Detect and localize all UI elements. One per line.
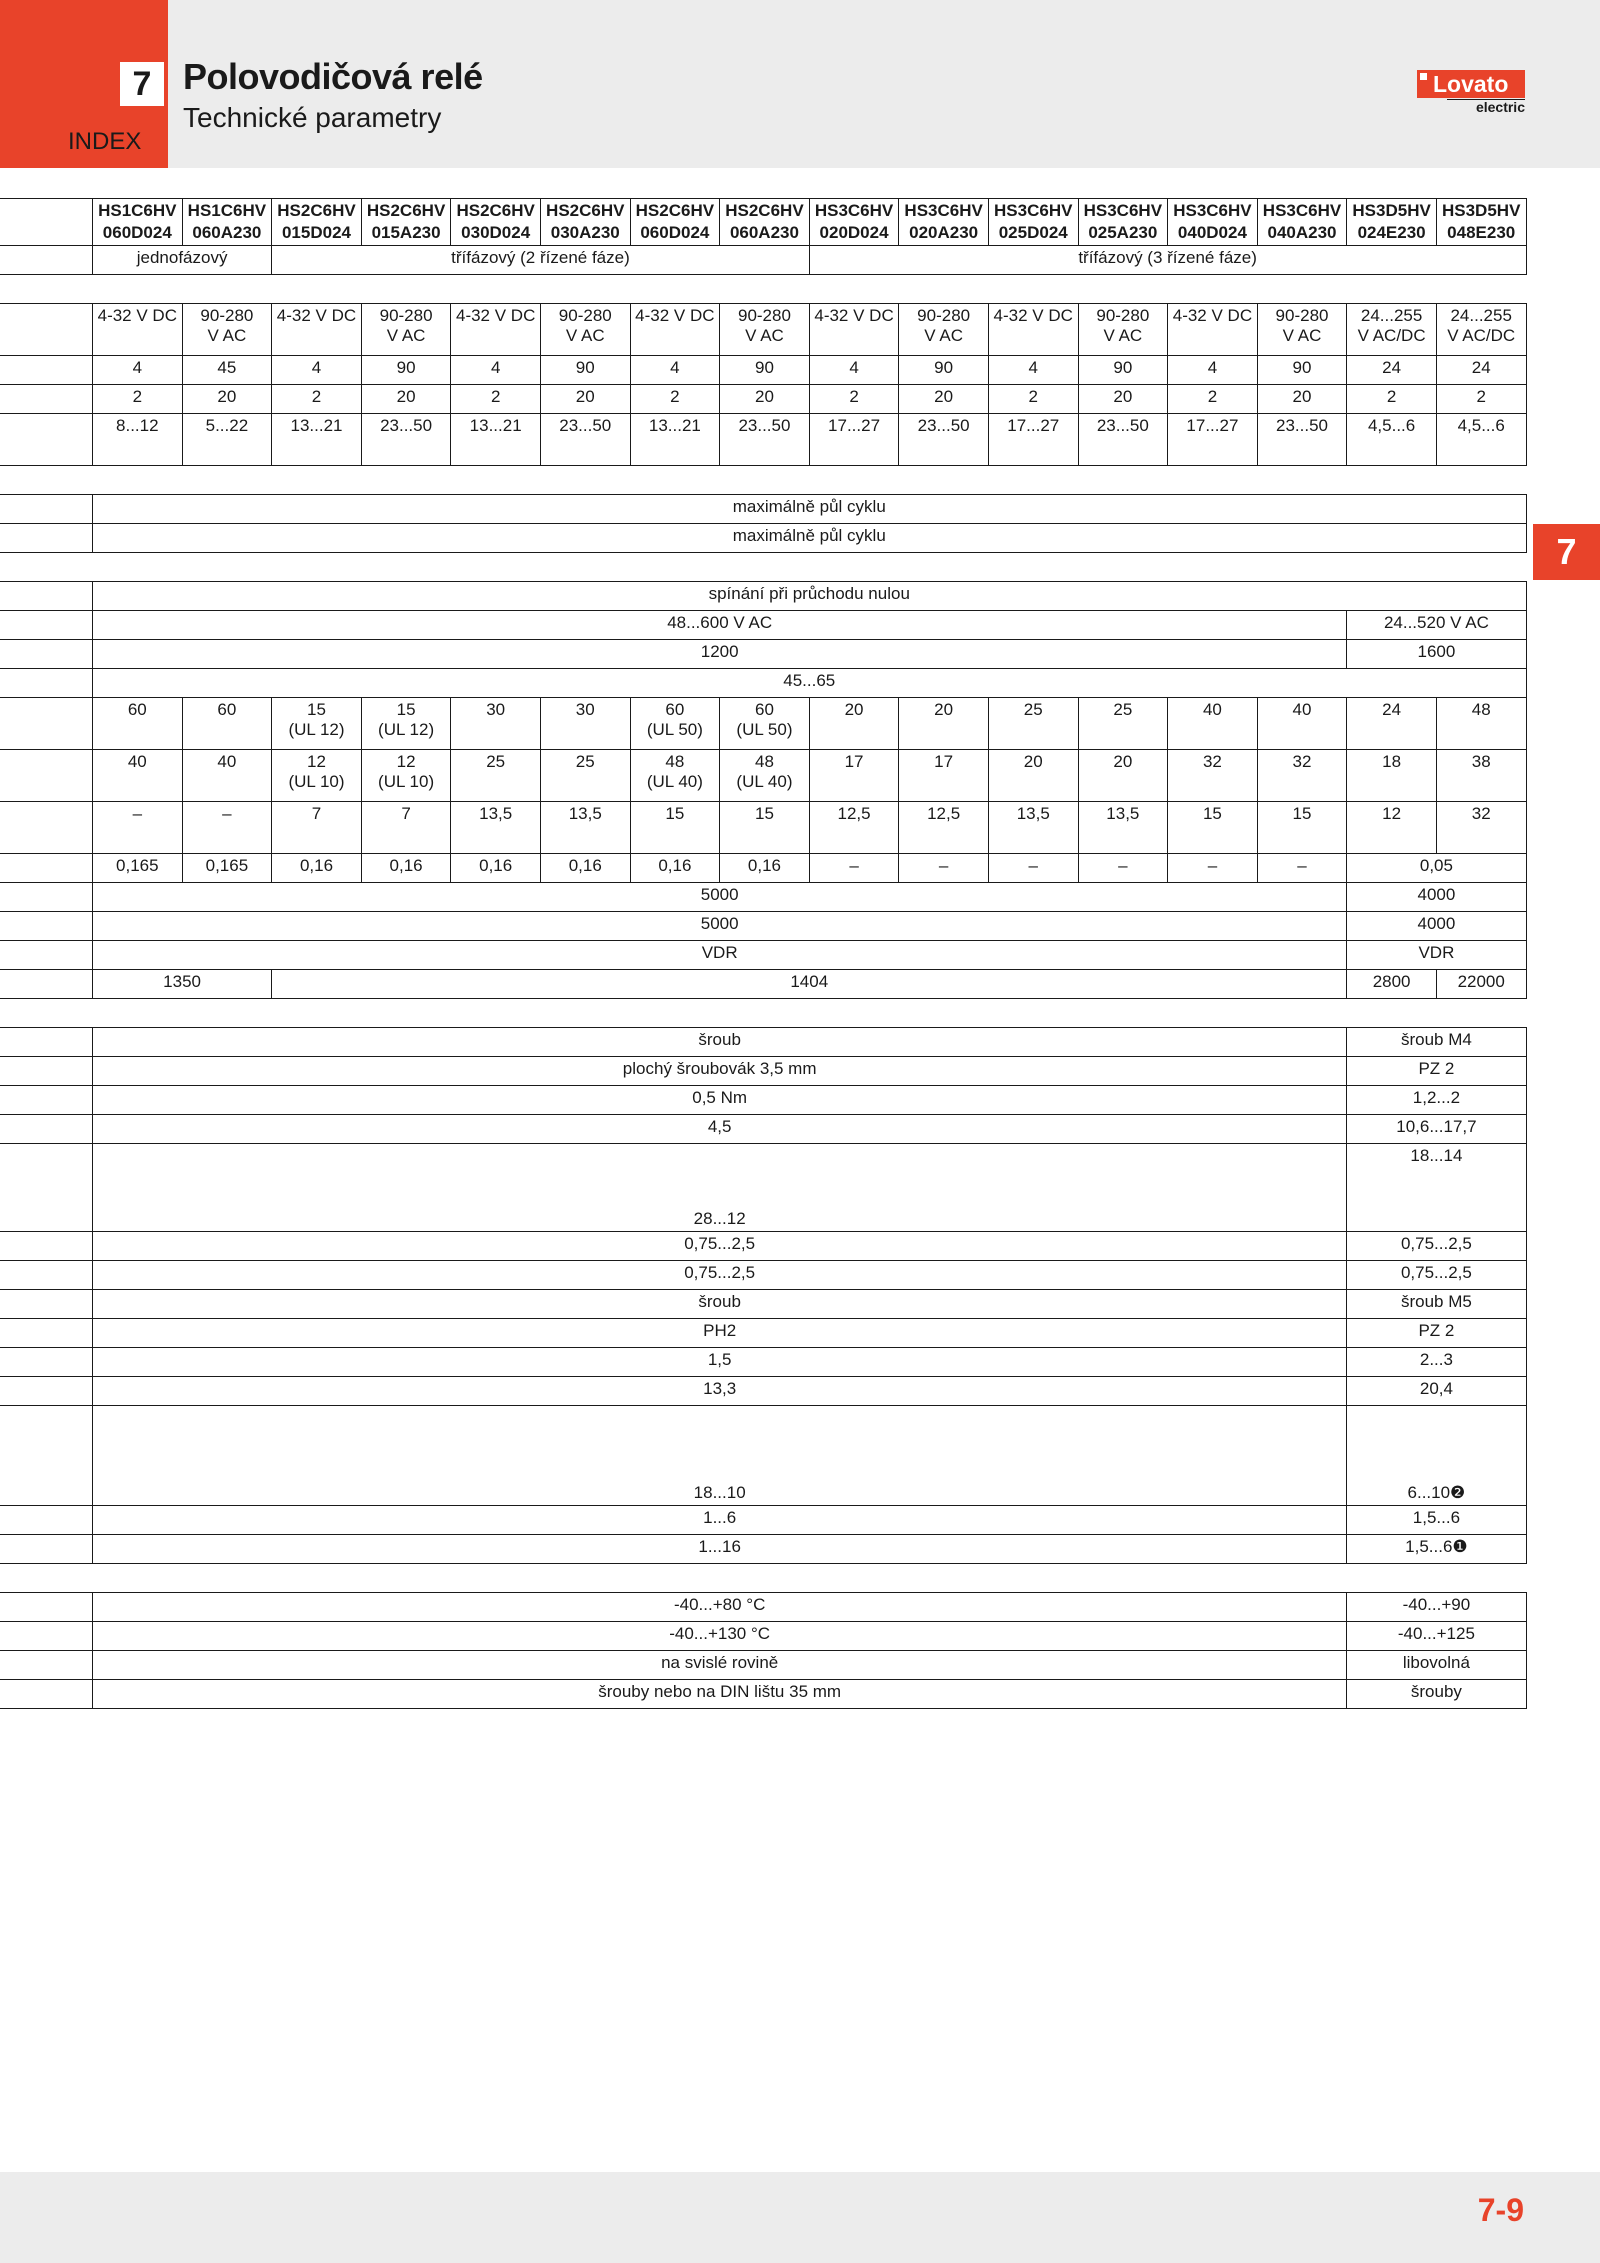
table-row	[0, 698, 1526, 750]
table-cell: 30	[540, 698, 630, 750]
table-cell: šrouby nebo na DIN lištu 35 mm	[93, 1680, 1347, 1709]
row-label-cell	[0, 640, 93, 669]
table-cell: 4	[93, 356, 183, 385]
table-cell: 60 (UL 50)	[630, 698, 720, 750]
table-row	[0, 466, 1526, 495]
row-label-cell	[0, 304, 93, 356]
row-label-cell	[0, 1377, 93, 1406]
table-cell: VDR	[93, 941, 1347, 970]
table-cell: 25	[1078, 698, 1168, 750]
table-cell: 1,5...6❶	[1347, 1535, 1526, 1564]
table-cell: 12,5	[809, 802, 899, 854]
chapter-block	[0, 0, 168, 168]
table-cell: 90	[720, 356, 810, 385]
table-cell: 13...21	[451, 414, 541, 466]
table-row	[0, 999, 1526, 1028]
model-header: HS2C6HV 030A230	[540, 199, 630, 246]
table-cell: 1,5	[93, 1348, 1347, 1377]
table-row	[0, 912, 1526, 941]
table-row	[0, 1622, 1526, 1651]
table-cell: -40...+130 °C	[93, 1622, 1347, 1651]
table-row	[0, 1115, 1526, 1144]
table-cell: 2800	[1347, 970, 1437, 999]
row-label-cell	[0, 1535, 93, 1564]
table-cell: 0,5 Nm	[93, 1086, 1347, 1115]
table-cell: 12	[1347, 802, 1437, 854]
table-cell: 17...27	[1168, 414, 1258, 466]
table-cell: 4-32 V DC	[272, 304, 362, 356]
row-label-cell	[0, 466, 1526, 495]
table-cell: šroub M4	[1347, 1028, 1526, 1057]
table-cell: 23...50	[361, 414, 451, 466]
table-cell: –	[1078, 854, 1168, 883]
table-row	[0, 883, 1526, 912]
table-row	[0, 611, 1526, 640]
table-row	[0, 385, 1526, 414]
table-cell: 0,75...2,5	[93, 1261, 1347, 1290]
table-cell: 17	[899, 750, 989, 802]
table-cell: 20	[988, 750, 1078, 802]
table-row	[0, 495, 1526, 524]
table-cell: 23...50	[1078, 414, 1168, 466]
table-row	[0, 1086, 1526, 1115]
row-label-cell	[0, 1680, 93, 1709]
table-cell: –	[988, 854, 1078, 883]
table-cell: 4	[809, 356, 899, 385]
table-row	[0, 1377, 1526, 1406]
table-cell: 13,5	[1078, 802, 1168, 854]
table-cell: 18	[1347, 750, 1437, 802]
table-row	[0, 414, 1526, 466]
table-cell: 20,4	[1347, 1377, 1526, 1406]
table-cell: 20	[899, 698, 989, 750]
row-label-cell	[0, 1028, 93, 1057]
row-label-cell	[0, 941, 93, 970]
table-cell: –	[809, 854, 899, 883]
table-cell: 12 (UL 10)	[361, 750, 451, 802]
row-label-cell	[0, 1232, 93, 1261]
table-cell: 24...255 V AC/DC	[1347, 304, 1437, 356]
table-cell: 2	[630, 385, 720, 414]
table-cell: 1350	[93, 970, 272, 999]
table-cell: 0,75...2,5	[1347, 1261, 1526, 1290]
row-label-cell	[0, 1506, 93, 1535]
table-cell: 10,6...17,7	[1347, 1115, 1526, 1144]
table-cell: třífázový (2 řízené fáze)	[272, 246, 810, 275]
row-label-cell	[0, 1622, 93, 1651]
table-cell: 4	[272, 356, 362, 385]
model-header: HS1C6HV 060A230	[182, 199, 272, 246]
table-cell: 90	[361, 356, 451, 385]
table-cell: 20	[809, 698, 899, 750]
table-cell: 6...10❷	[1347, 1406, 1526, 1506]
table-row	[0, 970, 1526, 999]
table-cell: 13,3	[93, 1377, 1347, 1406]
chapter-side-tab[interactable]: 7	[1533, 524, 1600, 580]
table-cell: 90-280 V AC	[182, 304, 272, 356]
row-label-cell	[0, 1406, 93, 1506]
model-header: HS3C6HV 040A230	[1257, 199, 1347, 246]
table-cell: 1200	[93, 640, 1347, 669]
table-cell: 0,16	[540, 854, 630, 883]
table-cell: 17...27	[988, 414, 1078, 466]
row-label-cell	[0, 999, 1526, 1028]
table-row	[0, 275, 1526, 304]
table-cell: 2	[272, 385, 362, 414]
table-cell: 13,5	[540, 802, 630, 854]
row-label-cell	[0, 246, 93, 275]
table-cell: 4,5	[93, 1115, 1347, 1144]
row-label-cell	[0, 553, 1526, 582]
table-row	[0, 304, 1526, 356]
table-cell: 17	[809, 750, 899, 802]
table-cell: 2	[451, 385, 541, 414]
row-label-cell	[0, 1651, 93, 1680]
table-cell: 4	[988, 356, 1078, 385]
table-cell: 90-280 V AC	[1078, 304, 1168, 356]
index-link[interactable]: INDEX	[68, 128, 142, 155]
table-cell: 17...27	[809, 414, 899, 466]
table-cell: 1,2...2	[1347, 1086, 1526, 1115]
table-cell: 5000	[93, 883, 1347, 912]
table-cell: 45...65	[93, 669, 1527, 698]
table-cell: 1,5...6	[1347, 1506, 1526, 1535]
model-header: HS2C6HV 060A230	[720, 199, 810, 246]
table-cell: 24	[1347, 356, 1437, 385]
table-cell: 0,16	[361, 854, 451, 883]
table-cell: 15	[630, 802, 720, 854]
table-cell: 60	[182, 698, 272, 750]
table-cell: 90-280 V AC	[899, 304, 989, 356]
table-cell: spínání při průchodu nulou	[93, 582, 1527, 611]
table-cell: 18...10	[93, 1406, 1347, 1506]
table-row	[0, 1680, 1526, 1709]
table-cell: 90	[1078, 356, 1168, 385]
table-cell: 2	[1347, 385, 1437, 414]
table-cell: 25	[540, 750, 630, 802]
row-label-cell	[0, 802, 93, 854]
table-cell: 20	[540, 385, 630, 414]
model-header: HS1C6HV 060D024	[93, 199, 183, 246]
table-cell: na svislé rovině	[93, 1651, 1347, 1680]
table-cell: 48 (UL 40)	[720, 750, 810, 802]
row-label-cell	[0, 970, 93, 999]
table-cell: 4	[451, 356, 541, 385]
row-label-cell	[0, 582, 93, 611]
table-row	[0, 1506, 1526, 1535]
table-cell: 4-32 V DC	[1168, 304, 1258, 356]
table-cell: 32	[1168, 750, 1258, 802]
table-cell: šrouby	[1347, 1680, 1526, 1709]
table-cell: maximálně půl cyklu	[93, 495, 1527, 524]
table-row	[0, 1290, 1526, 1319]
table-cell: –	[93, 802, 183, 854]
table-cell: 90-280 V AC	[1257, 304, 1347, 356]
table-cell: 0,16	[720, 854, 810, 883]
table-row	[0, 1593, 1526, 1622]
row-label-cell	[0, 1290, 93, 1319]
row-label-cell	[0, 1115, 93, 1144]
table-cell: 12,5	[899, 802, 989, 854]
table-cell: 1...16	[93, 1535, 1347, 1564]
table-cell: 4,5...6	[1347, 414, 1437, 466]
table-cell: –	[182, 802, 272, 854]
table-row	[0, 1406, 1526, 1506]
table-cell: 4,5...6	[1436, 414, 1526, 466]
table-cell: –	[899, 854, 989, 883]
model-header: HS3C6HV 025D024	[988, 199, 1078, 246]
table-cell: PZ 2	[1347, 1319, 1526, 1348]
model-header: HS3C6HV 025A230	[1078, 199, 1168, 246]
page-footer	[0, 2172, 1600, 2263]
table-cell: 20	[720, 385, 810, 414]
row-label-cell	[0, 1261, 93, 1290]
table-row	[0, 1348, 1526, 1377]
table-cell: 13...21	[630, 414, 720, 466]
row-label-cell	[0, 912, 93, 941]
row-label-cell	[0, 524, 93, 553]
table-cell: maximálně půl cyklu	[93, 524, 1527, 553]
table-cell: 2	[988, 385, 1078, 414]
row-label-cell	[0, 356, 93, 385]
table-cell: -40...+125	[1347, 1622, 1526, 1651]
row-label-cell	[0, 1086, 93, 1115]
table-cell: 18...14	[1347, 1144, 1526, 1232]
table-cell: 4000	[1347, 912, 1526, 941]
row-label-cell	[0, 1144, 93, 1232]
table-cell: 23...50	[720, 414, 810, 466]
table-cell: šroub	[93, 1290, 1347, 1319]
spec-table	[0, 198, 1527, 1709]
table-cell: 4-32 V DC	[809, 304, 899, 356]
table-cell: 48...600 V AC	[93, 611, 1347, 640]
table-cell: 0,05	[1347, 854, 1526, 883]
table-cell: 25	[451, 750, 541, 802]
row-label-cell	[0, 414, 93, 466]
table-cell: 4-32 V DC	[630, 304, 720, 356]
table-cell: 45	[182, 356, 272, 385]
table-cell: 5...22	[182, 414, 272, 466]
table-cell: 48 (UL 40)	[630, 750, 720, 802]
table-cell: 4-32 V DC	[93, 304, 183, 356]
table-cell: 40	[93, 750, 183, 802]
table-cell: třífázový (3 řízené fáze)	[809, 246, 1526, 275]
model-header: HS2C6HV 060D024	[630, 199, 720, 246]
table-cell: 40	[182, 750, 272, 802]
row-label-cell	[0, 1564, 1526, 1593]
table-cell: PZ 2	[1347, 1057, 1526, 1086]
table-row	[0, 1232, 1526, 1261]
table-cell: 24	[1436, 356, 1526, 385]
row-label-cell	[0, 1593, 93, 1622]
table-row	[0, 1564, 1526, 1593]
table-cell: 1...6	[93, 1506, 1347, 1535]
row-label-cell	[0, 275, 1526, 304]
page-title: Polovodičová relé	[183, 56, 483, 97]
row-label-cell	[0, 883, 93, 912]
table-cell: 22000	[1436, 970, 1526, 999]
table-cell: 32	[1257, 750, 1347, 802]
page-subtitle: Technické parametry	[183, 102, 442, 133]
table-cell: 13...21	[272, 414, 362, 466]
table-row	[0, 1651, 1526, 1680]
model-header: HS3D5HV 024E230	[1347, 199, 1437, 246]
table-cell: 1404	[272, 970, 1347, 999]
table-cell: 4-32 V DC	[988, 304, 1078, 356]
table-cell: šroub M5	[1347, 1290, 1526, 1319]
table-cell: 7	[361, 802, 451, 854]
table-cell: 2	[93, 385, 183, 414]
table-cell: 5000	[93, 912, 1347, 941]
row-label-cell	[0, 854, 93, 883]
table-cell: 13,5	[451, 802, 541, 854]
table-cell: 23...50	[540, 414, 630, 466]
table-cell: 28...12	[93, 1144, 1347, 1232]
table-cell: 13,5	[988, 802, 1078, 854]
model-header: HS2C6HV 015A230	[361, 199, 451, 246]
model-header: HS3D5HV 048E230	[1436, 199, 1526, 246]
table-row	[0, 669, 1526, 698]
table-cell: 7	[272, 802, 362, 854]
table-cell: –	[1168, 854, 1258, 883]
table-cell: 40	[1168, 698, 1258, 750]
row-label-cell	[0, 750, 93, 802]
table-cell: 0,16	[272, 854, 362, 883]
row-label-cell	[0, 1057, 93, 1086]
table-cell: 0,165	[182, 854, 272, 883]
row-label-cell	[0, 669, 93, 698]
model-header: HS3C6HV 040D024	[1168, 199, 1258, 246]
table-row	[0, 1028, 1526, 1057]
table-cell: PH2	[93, 1319, 1347, 1348]
table-row	[0, 941, 1526, 970]
table-cell: 2...3	[1347, 1348, 1526, 1377]
table-cell: 30	[451, 698, 541, 750]
label-header-cell	[0, 199, 93, 246]
table-cell: 90	[1257, 356, 1347, 385]
table-cell: 0,75...2,5	[93, 1232, 1347, 1261]
table-cell: 15	[720, 802, 810, 854]
table-cell: šroub	[93, 1028, 1347, 1057]
table-cell: 24...255 V AC/DC	[1436, 304, 1526, 356]
table-cell: 32	[1436, 802, 1526, 854]
table-row	[0, 246, 1526, 275]
table-cell: 4-32 V DC	[451, 304, 541, 356]
table-cell: 38	[1436, 750, 1526, 802]
table-cell: VDR	[1347, 941, 1526, 970]
table-cell: 2	[1168, 385, 1258, 414]
row-label-cell	[0, 611, 93, 640]
table-cell: 24...520 V AC	[1347, 611, 1526, 640]
table-row	[0, 854, 1526, 883]
table-cell: 2	[1436, 385, 1526, 414]
table-cell: 15 (UL 12)	[272, 698, 362, 750]
table-row	[0, 356, 1526, 385]
row-label-cell	[0, 698, 93, 750]
table-cell: 0,165	[93, 854, 183, 883]
table-row	[0, 640, 1526, 669]
table-cell: 90	[899, 356, 989, 385]
table-cell: 48	[1436, 698, 1526, 750]
table-cell: -40...+90	[1347, 1593, 1526, 1622]
model-header: HS3C6HV 020A230	[899, 199, 989, 246]
page-number: 7-9	[1477, 2192, 1524, 2228]
table-cell: 20	[899, 385, 989, 414]
row-label-cell	[0, 495, 93, 524]
table-cell: 20	[1257, 385, 1347, 414]
table-cell: 8...12	[93, 414, 183, 466]
table-row	[0, 553, 1526, 582]
row-label-cell	[0, 1319, 93, 1348]
table-cell: 4	[1168, 356, 1258, 385]
table-cell: 15	[1168, 802, 1258, 854]
chapter-number: 7	[120, 62, 164, 106]
table-cell: 90-280 V AC	[540, 304, 630, 356]
row-label-cell	[0, 385, 93, 414]
table-cell: 20	[1078, 385, 1168, 414]
table-cell: plochý šroubovák 3,5 mm	[93, 1057, 1347, 1086]
table-cell: libovolná	[1347, 1651, 1526, 1680]
model-header: HS2C6HV 030D024	[451, 199, 541, 246]
table-cell: 60	[93, 698, 183, 750]
table-cell: 90	[540, 356, 630, 385]
table-cell: 0,75...2,5	[1347, 1232, 1526, 1261]
table-cell: 4000	[1347, 883, 1526, 912]
table-cell: –	[1257, 854, 1347, 883]
table-cell: 20	[1078, 750, 1168, 802]
table-row	[0, 524, 1526, 553]
table-cell: 12 (UL 10)	[272, 750, 362, 802]
table-cell: 25	[988, 698, 1078, 750]
table-cell: 4	[630, 356, 720, 385]
table-row	[0, 1057, 1526, 1086]
table-cell: 15	[1257, 802, 1347, 854]
table-cell: 60 (UL 50)	[720, 698, 810, 750]
table-cell: -40...+80 °C	[93, 1593, 1347, 1622]
table-row	[0, 1535, 1526, 1564]
table-cell: 24	[1347, 698, 1437, 750]
table-cell: 40	[1257, 698, 1347, 750]
table-cell: 1600	[1347, 640, 1526, 669]
table-row	[0, 1261, 1526, 1290]
table-cell: jednofázový	[93, 246, 272, 275]
brand-logo: Lovato electric	[1417, 70, 1525, 114]
table-row	[0, 582, 1526, 611]
table-row	[0, 802, 1526, 854]
table-row	[0, 1144, 1526, 1232]
table-cell: 20	[182, 385, 272, 414]
table-cell: 90-280 V AC	[361, 304, 451, 356]
table-cell: 20	[361, 385, 451, 414]
table-cell: 23...50	[1257, 414, 1347, 466]
table-row	[0, 1319, 1526, 1348]
table-row	[0, 750, 1526, 802]
row-label-cell	[0, 1348, 93, 1377]
table-cell: 23...50	[899, 414, 989, 466]
table-cell: 15 (UL 12)	[361, 698, 451, 750]
table-cell: 0,16	[630, 854, 720, 883]
table-cell: 0,16	[451, 854, 541, 883]
table-cell: 90-280 V AC	[720, 304, 810, 356]
model-header: HS3C6HV 020D024	[809, 199, 899, 246]
model-header: HS2C6HV 015D024	[272, 199, 362, 246]
table-cell: 2	[809, 385, 899, 414]
